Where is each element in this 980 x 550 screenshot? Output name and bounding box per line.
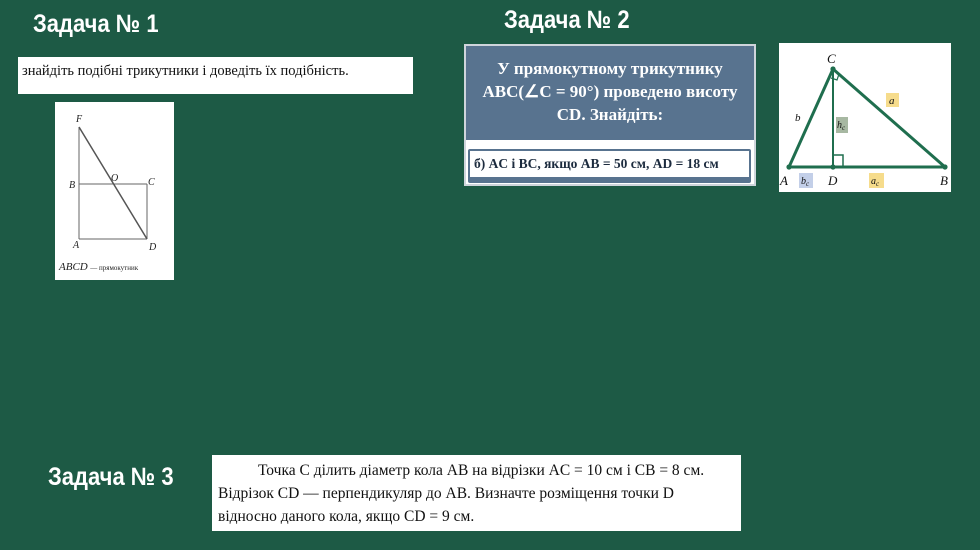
label-D: D [149,242,157,253]
vertex-B: B [940,173,948,188]
title-line-2: ABC(∠C = 90°) проведено висоту [482,82,738,101]
title-line-3: CD. Знайдіть: [556,105,664,124]
rectangle-diagram [55,102,174,262]
task-3-line-3: відносно даного кола, якщо CD = 9 см. [218,508,475,525]
task-3-line-2: Відрізок CD — перпендикуляр до AB. Визначте розміщення точки D [218,485,674,502]
label-C: C [148,177,155,188]
figure-caption [59,261,138,273]
task-2-card [464,44,756,186]
label-B: B [69,180,76,191]
label-O: O [111,173,119,184]
task-1-heading: Задача № 1 [33,10,159,38]
right-triangle-diagram [779,43,951,192]
side-b-label: b [795,112,801,124]
vertex-D: D [828,173,838,188]
height-hc-label: $h_c$ [837,120,846,132]
side-a-label: a [889,95,895,107]
vertex-A: A [780,173,788,188]
segment-bc-label: $b_c$ [801,176,810,188]
title-line-1: У прямокутному трикутнику [497,59,723,78]
task-1-text: знайдіть подібні трикутники і доведіть їх подібність. [18,57,413,94]
task-3-line-1: Точка C ділить діаметр кола AB на відрізки AC = 10 см і CB = 8 см. [258,462,705,479]
task-1-figure [55,102,174,280]
segment-ac-label: $a_c$ [871,176,880,188]
task-2-figure [779,43,951,192]
task-3-heading: Задача № 3 [48,463,174,491]
task-2-heading: Задача № 2 [504,6,630,34]
label-F: F [76,114,83,125]
task-2-subtask [468,149,751,183]
caption-math: ABCD [59,261,88,273]
vertex-C: C [827,51,836,66]
task-3-text [212,455,741,531]
label-A: A [73,240,80,251]
task-2-title [466,46,754,140]
caption-text: — прямокутник [90,264,139,272]
subtask-text: б) AC і BC, якщо AB = 50 см, AD = 18 см [470,151,749,177]
